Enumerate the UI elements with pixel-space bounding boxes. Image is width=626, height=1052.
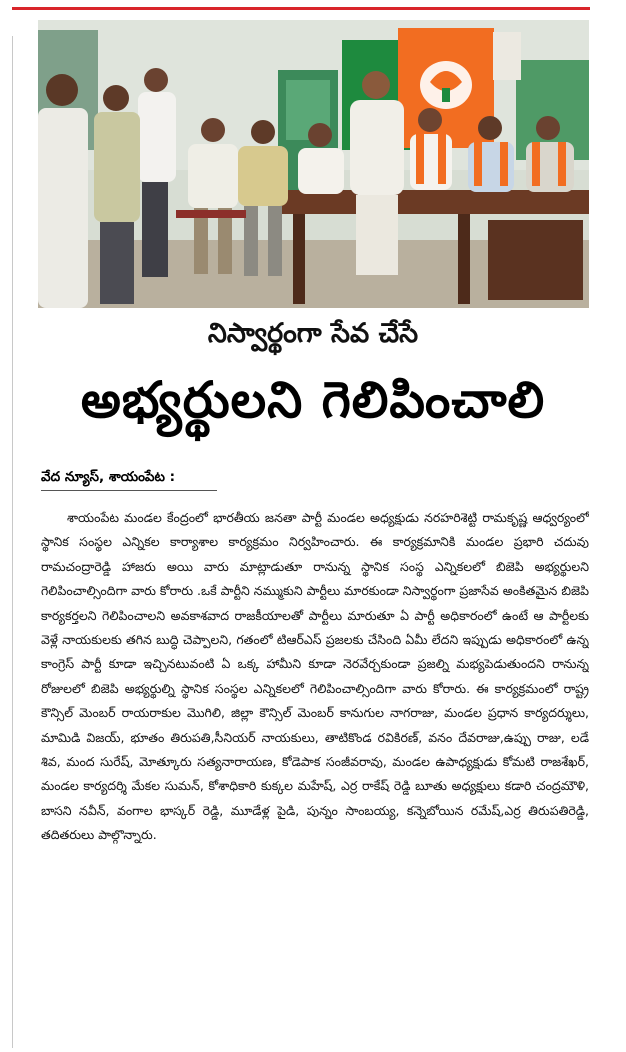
article-kicker: నిస్వార్థంగా సేవ చేసే [207,318,419,349]
next-article-fragment [108,1038,528,1052]
news-photo [38,20,589,308]
masthead-rule [12,7,590,10]
dateline-underline [41,490,217,491]
column-divider [12,36,13,1048]
article-body: శాయంపేట మండల కేంద్రంలో భారతీయ జనతా పార్టీ మండల అధ్యక్షుడు నరహరిశెట్టి రామకృష్ణ ఆధ్వర్యంలో స్థానిక సంస్థల ఎన్నికల కార్యాశాల కార్యక్రమం నిర్వహించారు. ఈ కార్యక్రమానికి మండల ప్రభారి చదువు రామచంద్రారెడ్డి హాజరు అయి వారు మాట్లాడుతూ రానున్న స్థానిక సంస్థ ఎన్నికలలో బిజెపి అభ్యర్థులని గెలిపించాల్సిందిగా వారు కోరారు .ఒకే పార్టీని నమ్ముకుని పార్టీలు మారకుండా నిస్వార్థంగా ప్రజాసేవ అంకితమైన బిజెపి కార్యకర్తలని గెలిపించాలని అవకాశవాద రాజకీయాలతో పార్టీలు మారుతూ ఏ పార్టీ అధికారంలో ఉంటే ఆ పార్టీలకు వెళ్లే నాయకులకు తగిన బుద్ధి చెప్పాలని, గతంలో టిఆర్ఎస్ ప్రజలకు చేసింది ఏమీ లేదని ఇప్పుడు అధికారంలో ఉన్న కాంగ్రెస్ పార్టీ కూడా ఇచ్చినటువంటి ఏ ఒక్క హామీని కూడా నెరవేర్చకుండా ప్రజల్ని మభ్యపెడుతుందని రానున్న రోజులలో బిజెపి అభ్యర్థుల్ని స్థానిక సంస్థల ఎన్నికలలో గెలిపించాల్సిందిగా వారు కోరారు. ఈ కార్యక్రమంలో రాష్ట్ర కౌన్సిల్ మెంబర్ రాయరాకుల మొగిలి, జిల్లా కౌన్సిల్ మెంబర్ కానుగుల నాగరాజు, మండల ప్రధాన కార్యదర్శులు, మామిడి విజయ్, భూతం తిరుపతి,సీనియర్ నాయకులు, తాటికొండ రవికిరణ్, వనం దేవరాజు,ఉప్పు రాజు, లడే శివ, మంద సురేష్, మోత్కూరు సత్యనారాయణ, కోడెపాక సంజీవరావు, మండల ఉపాధ్యక్షుడు కోమటి రాజశేఖర్, మండల కార్యదర్శి మేకల సుమన్, కోశాధికారి కుక్కల మహేష్, ఎర్ర రాకేష్ రెడ్డి బూతు అధ్యక్షులు కడారి చంద్రమౌళి, బాసని నవీన్, వంగాల భాస్కర్ రెడ్డి, మూడేళ్ల పైడి, పున్నం సాంబయ్య, కన్నెబోయిన రమేష్,ఎర్ర తిరుపతిరెడ్డి, తదితరులు పాల్గొన్నారు. [41,510,589,843]
article-dateline: వేద న్యూస్, శాయంపేట : [41,469,176,485]
article-headline: అభ్యర్థులని గెలిపించాలి [80,371,546,429]
